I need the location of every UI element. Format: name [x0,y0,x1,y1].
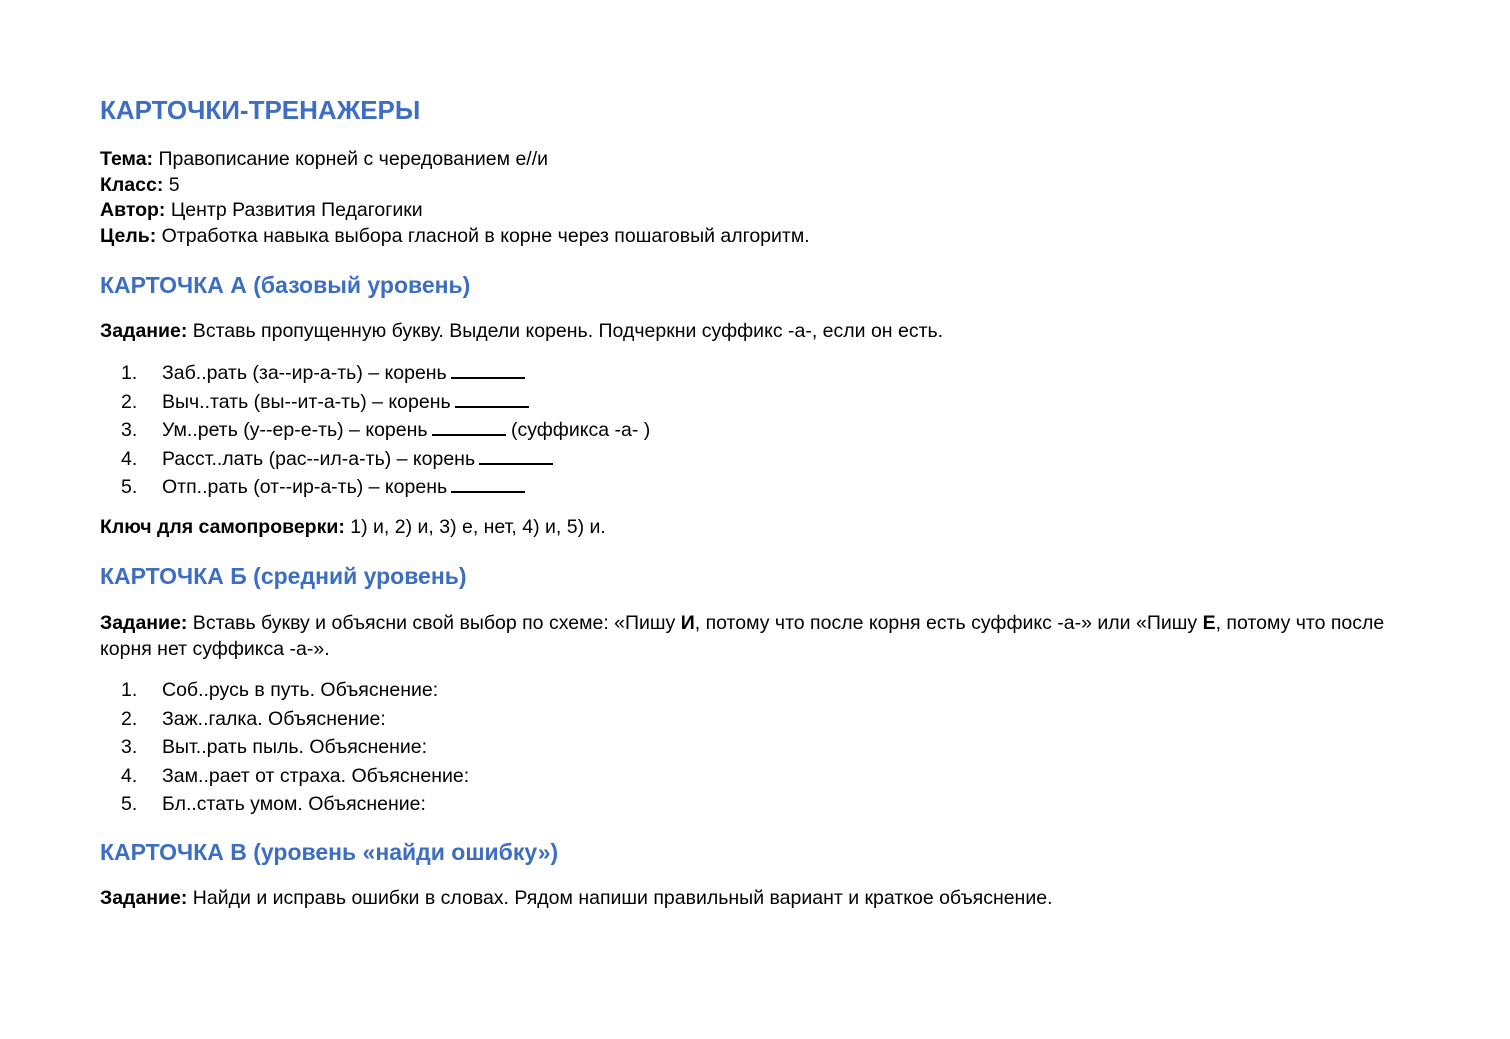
meta-class-value: 5 [163,173,180,196]
card-b-task-text-1: Вставь букву и объясни свой выбор по схеме: «Пишу [187,612,681,634]
answer-blank[interactable] [451,360,525,379]
card-b-title: КАРТОЧКА Б (средний уровень) [100,563,467,589]
list-item-number: 5. [121,793,138,815]
meta-goal [100,224,810,250]
list-item [100,445,650,474]
card-a-key-label: Ключ для самопроверки: [100,516,345,538]
list-item-suffix: (суффикса -а- ) [505,419,651,441]
list-item-number: 2. [121,390,138,413]
list-item-number: 1. [121,362,138,384]
list-item [100,676,469,705]
card-c-task [100,886,1420,912]
list-item-text: Отп..рать (от--ир-а-ть) – корень [162,476,448,498]
meta-topic-value: Правописание корней с чередованием е//и [153,148,549,170]
list-item-text: Бл..стать умом. Объяснение: [162,793,426,815]
card-a-title: КАРТОЧКА А (базовый уровень) [100,272,471,298]
card-b-task-text-3: , потому что после корня нет суффикса -а-». [100,612,1385,660]
meta-topic-label: Тема: [100,148,154,170]
answer-blank[interactable] [451,474,525,493]
card-a-task-text: Вставь пропущенную букву. Выдели корень. Подчеркни суффикс -а-, если он есть. [187,320,944,342]
card-b-list [100,676,469,819]
list-item-number: 4. [121,447,138,470]
list-item-text: Заб..рать (за--ир-а-ть) – корень [162,362,447,384]
card-a-key-text: 1) и, 2) и, 3) е, нет, 4) и, 5) и. [344,516,606,538]
list-item [100,790,469,819]
meta-class-label: Класс: [100,173,164,196]
list-item-text: Соб..русь в путь. Объяснение: [162,679,439,701]
answer-blank[interactable] [455,389,529,408]
card-c-title: КАРТОЧКА В (уровень «найди ошибку») [100,839,559,865]
list-item-text: Выт..рать пыль. Объяснение: [162,736,428,758]
list-item [100,473,650,502]
list-item-text: Заж..галка. Объяснение: [162,707,386,730]
list-item [100,705,469,734]
list-item [100,416,650,445]
list-item-number: 2. [121,707,138,730]
list-item-number: 1. [121,679,138,701]
list-item-text: Зам..рает от страха. Объяснение: [162,764,470,787]
card-b-task-bold-1: И [680,612,695,634]
meta-author [100,198,810,224]
card-b-task-bold-2: Е [1202,612,1216,634]
list-item [100,762,469,791]
card-a-task-label: Задание: [100,320,188,342]
meta-topic [100,147,810,173]
meta-class [100,173,810,199]
list-item-text: Выч..тать (вы--ит-а-ть) – корень [162,390,451,413]
answer-blank[interactable] [432,417,506,436]
list-item-number: 3. [121,736,138,758]
card-b-task-text-2: , потому что после корня есть суффикс -а-» или «Пишу [694,612,1203,634]
document-title: КАРТОЧКИ-ТРЕНАЖЕРЫ [100,95,421,125]
answer-blank[interactable] [479,446,553,465]
card-b-task-label: Задание: [100,612,188,634]
card-a-key [100,515,1420,541]
list-item-text: Расст..лать (рас--ил-а-ть) – корень [162,447,476,470]
list-item-text: Ум..реть (у--ер-е-ть) – корень [162,419,428,441]
meta-goal-label: Цель: [100,224,157,247]
document-meta [100,147,810,249]
list-item-number: 3. [121,419,138,441]
list-item [100,388,650,417]
card-c-task-text: Найди и исправь ошибки в словах. Рядом напиши правильный вариант и краткое объяснение. [187,887,1053,909]
list-item [100,359,650,388]
card-a-list [100,359,650,502]
card-c-task-label: Задание: [100,887,188,909]
card-b-task [100,611,1420,662]
list-item [100,733,469,762]
list-item-number: 4. [121,764,138,787]
meta-author-label: Автор: [100,199,166,221]
meta-author-value: Центр Развития Педагогики [165,199,423,221]
list-item-number: 5. [121,476,138,498]
card-a-task [100,319,1420,345]
meta-goal-value: Отработка навыка выбора гласной в корне через пошаговый алгоритм. [156,224,810,247]
